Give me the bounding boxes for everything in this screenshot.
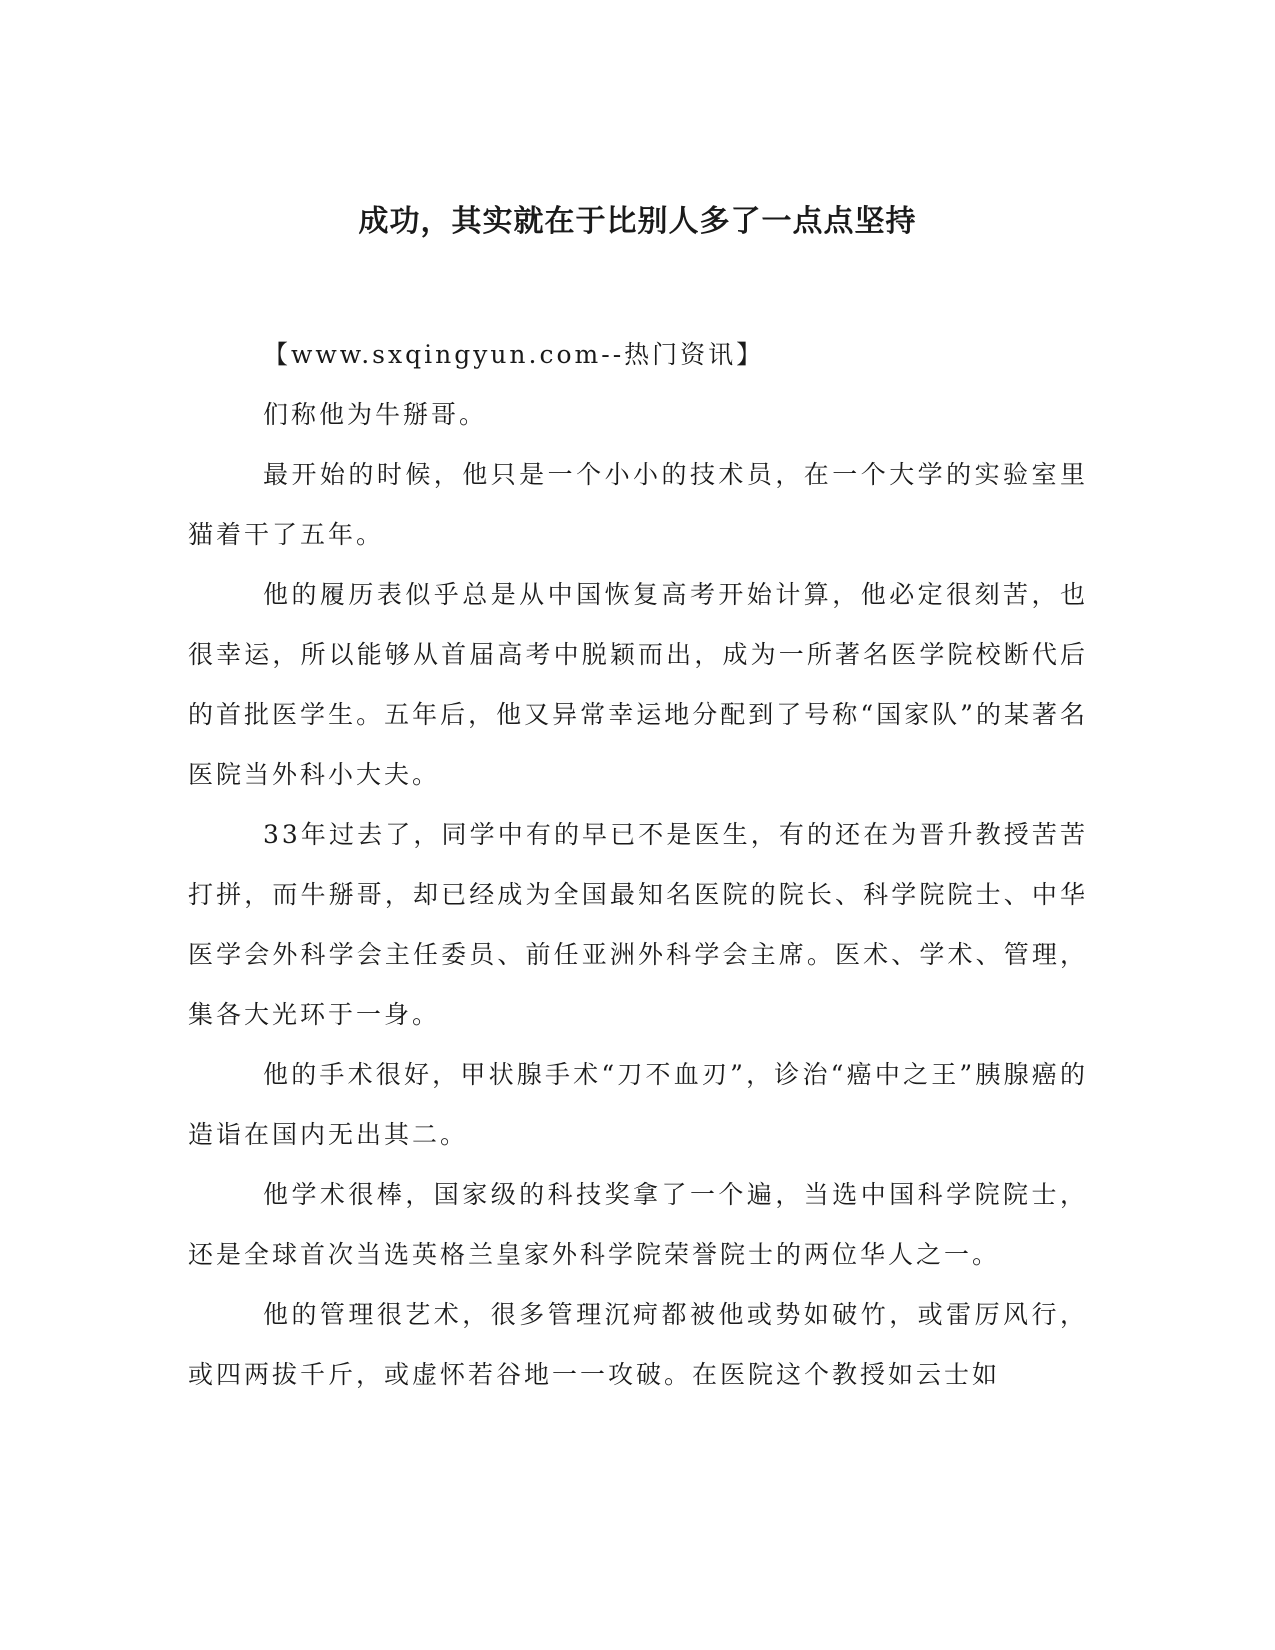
paragraph: 他的手术很好，甲状腺手术“刀不血刃”，诊治“癌中之王”胰腺癌的造诣在国内无出其二。	[188, 1060, 1088, 1149]
paragraph: 他的管理很艺术，很多管理沉疴都被他或势如破竹，或雷厉风行，或四两拔千斤，或虚怀若谷地一一攻破。在医院这个教授如云士如	[188, 1300, 1088, 1389]
document-title: 成功，其实就在于比别人多了一点点坚持	[358, 204, 917, 239]
paragraph: 33年过去了，同学中有的早已不是医生，有的还在为晋升教授苦苦打拼，而牛掰哥，却已经成为全国最知名医院的院长、科学院院士、中华医学会外科学会主任委员、前任亚洲外科学会主席。医术、学术、管理，集各大光环于一身。	[188, 820, 1088, 1029]
source-line: 【www.sxqingyun.com--热门资讯】	[263, 340, 765, 369]
paragraph: 他的履历表似乎总是从中国恢复高考开始计算，他必定很刻苦，也很幸运，所以能够从首届高考中脱颖而出，成为一所著名医学院校断代后的首批医学生。五年后，他又异常幸运地分配到了号称“国家队”的某著名医院当外科小大夫。	[188, 580, 1088, 789]
paragraph: 他学术很棒，国家级的科技奖拿了一个遍，当选中国科学院院士，还是全球首次当选英格兰皇家外科学院荣誉院士的两位华人之一。	[188, 1180, 1088, 1269]
document-body	[188, 325, 1088, 1405]
paragraph: 们称他为牛掰哥。	[263, 400, 488, 429]
paragraph: 最开始的时候，他只是一个小小的技术员，在一个大学的实验室里猫着干了五年。	[188, 460, 1088, 549]
